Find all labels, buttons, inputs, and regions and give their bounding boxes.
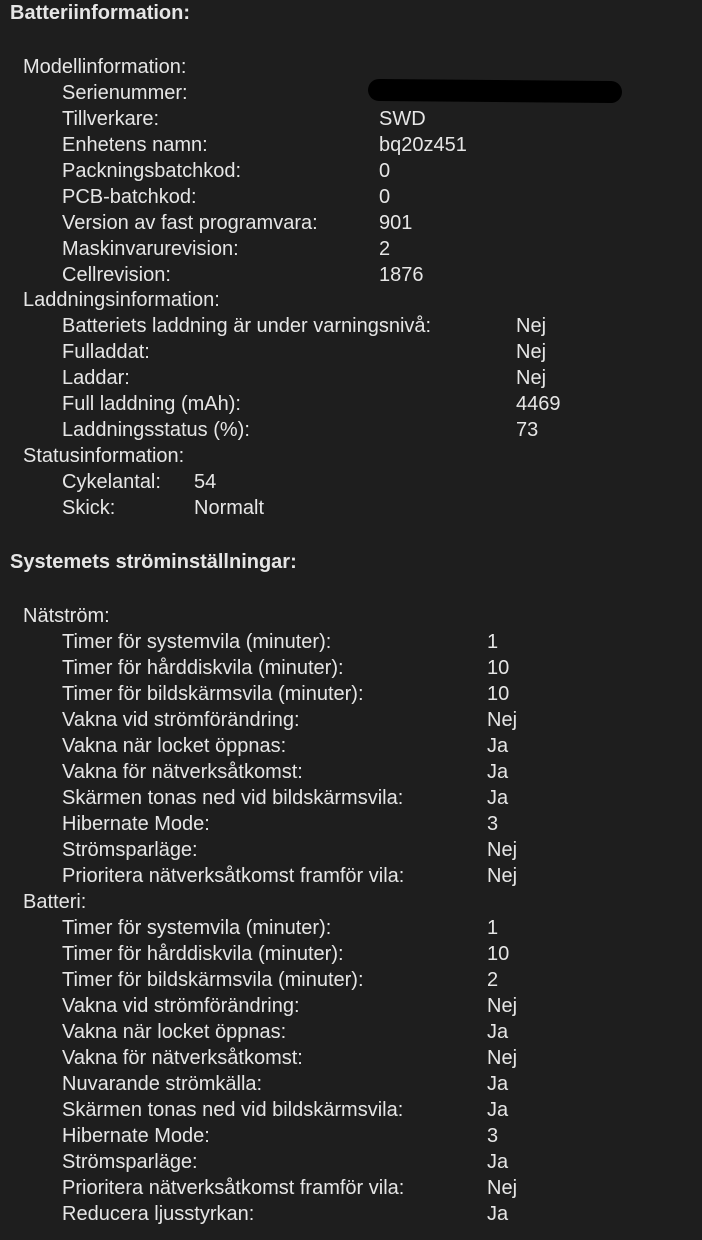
row-value: Ja: [487, 761, 509, 783]
row-label: Vakna vid strömförändring:: [62, 709, 300, 731]
row-value: Ja: [487, 1021, 509, 1043]
row-label: Hibernate Mode:: [62, 1125, 210, 1147]
row-value: Nej: [487, 1047, 518, 1069]
row-value: Nej: [516, 367, 547, 389]
serial-number-redaction: [368, 79, 622, 103]
row-label: Cellrevision:: [62, 264, 171, 286]
row-value: 3: [487, 813, 499, 835]
row-value: Ja: [487, 1151, 509, 1173]
row-value: Nej: [487, 995, 518, 1017]
row-label: Prioritera nätverksåtkomst framför vila:: [62, 865, 405, 887]
row-label: Timer för hårddiskvila (minuter):: [62, 657, 344, 679]
row-label: Fulladdat:: [62, 341, 150, 363]
battery-power-heading: Batteri:: [23, 891, 87, 913]
row-label: Vakna för nätverksåtkomst:: [62, 761, 303, 783]
row-label: Tillverkare:: [62, 108, 160, 130]
row-value: Ja: [487, 1073, 509, 1095]
row-value: 0: [379, 160, 391, 182]
row-value: 10: [487, 943, 510, 965]
row-label: Enhetens namn:: [62, 134, 208, 156]
ac-power-heading: Nätström:: [23, 605, 110, 627]
row-value: Nej: [487, 865, 518, 887]
row-value: Nej: [487, 839, 518, 861]
row-label: Reducera ljusstyrkan:: [62, 1203, 255, 1225]
row-value: Ja: [487, 735, 509, 757]
row-value: Nej: [516, 315, 547, 337]
row-label: Vakna vid strömförändring:: [62, 995, 300, 1017]
row-label: Strömsparläge:: [62, 839, 198, 861]
row-value: 10: [487, 657, 510, 679]
row-label: Cykelantal:: [62, 471, 161, 493]
row-value: Nej: [487, 709, 518, 731]
row-label: Version av fast programvara:: [62, 212, 318, 234]
row-value: 54: [194, 471, 217, 493]
model-info-heading: Modellinformation:: [23, 56, 187, 78]
row-value: 3: [487, 1125, 499, 1147]
row-value: 1: [487, 917, 499, 939]
row-label: Timer för bildskärmsvila (minuter):: [62, 683, 364, 705]
row-value: bq20z451: [379, 134, 467, 156]
row-value: Ja: [487, 1203, 509, 1225]
status-info-heading: Statusinformation:: [23, 445, 185, 467]
row-label: Vakna när locket öppnas:: [62, 1021, 287, 1043]
row-label: Timer för systemvila (minuter):: [62, 631, 332, 653]
row-value: Normalt: [194, 497, 265, 519]
row-label: Skick:: [62, 497, 116, 519]
row-label: Vakna för nätverksåtkomst:: [62, 1047, 303, 1069]
row-label: Timer för hårddiskvila (minuter):: [62, 943, 344, 965]
row-value: Ja: [487, 1099, 509, 1121]
row-label: Laddningsstatus (%):: [62, 419, 250, 441]
row-label: Strömsparläge:: [62, 1151, 198, 1173]
row-value: Ja: [487, 787, 509, 809]
row-label: Vakna när locket öppnas:: [62, 735, 287, 757]
row-label: Prioritera nätverksåtkomst framför vila:: [62, 1177, 405, 1199]
row-label: Laddar:: [62, 367, 130, 389]
row-value: SWD: [379, 108, 426, 130]
row-value: 73: [516, 419, 539, 441]
row-label: Full laddning (mAh):: [62, 393, 241, 415]
row-value: 2: [487, 969, 499, 991]
row-value: 1: [487, 631, 499, 653]
row-label: Skärmen tonas ned vid bildskärmsvila:: [62, 787, 404, 809]
row-label: Hibernate Mode:: [62, 813, 210, 835]
row-label: Skärmen tonas ned vid bildskärmsvila:: [62, 1099, 404, 1121]
row-label: Batteriets laddning är under varningsnivå:: [62, 315, 432, 337]
row-value: 4469: [516, 393, 561, 415]
row-label: PCB-batchkod:: [62, 186, 197, 208]
power-settings-title: Systemets ströminställningar:: [10, 551, 297, 573]
row-value: Nej: [516, 341, 547, 363]
row-label: Serienummer:: [62, 82, 188, 104]
row-value: Nej: [487, 1177, 518, 1199]
row-label: Timer för systemvila (minuter):: [62, 917, 332, 939]
row-label: Maskinvarurevision:: [62, 238, 239, 260]
row-label: Nuvarande strömkälla:: [62, 1073, 263, 1095]
row-label: Timer för bildskärmsvila (minuter):: [62, 969, 364, 991]
row-value: 2: [379, 238, 391, 260]
row-value: 1876: [379, 264, 424, 286]
charge-info-heading: Laddningsinformation:: [23, 289, 220, 311]
row-value: 10: [487, 683, 510, 705]
battery-info-title: Batteriinformation:: [10, 2, 190, 24]
row-label: Packningsbatchkod:: [62, 160, 242, 182]
row-value: 0: [379, 186, 391, 208]
row-value: 901: [379, 212, 413, 234]
